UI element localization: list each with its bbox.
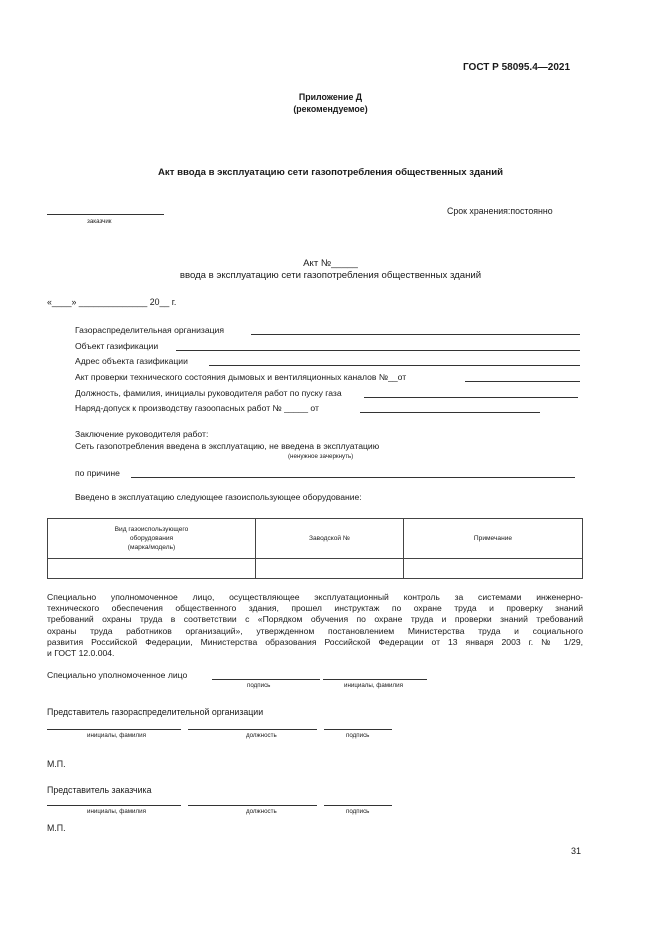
act-date: «____» ______________ 20__ г. bbox=[47, 297, 177, 307]
field-address-label: Адрес объекта газификации bbox=[75, 356, 188, 366]
appendix-title: Приложение Д bbox=[298, 92, 363, 102]
customer-caption: заказчик bbox=[87, 218, 112, 225]
header-serial-number: Заводской № bbox=[256, 519, 404, 559]
position-caption: должность bbox=[246, 732, 277, 739]
authorized-person-label: Специально уполномоченное лицо bbox=[47, 670, 188, 680]
table-row bbox=[48, 559, 583, 579]
appendix-subtitle: (рекомендуемое) bbox=[293, 104, 368, 114]
table-header-row bbox=[48, 519, 583, 559]
gdo-representative-label: Представитель газораспределительной организации bbox=[47, 707, 264, 717]
gdo-position-line[interactable] bbox=[188, 729, 317, 730]
field-manager-line[interactable] bbox=[364, 397, 578, 398]
reason-label: по причине bbox=[75, 468, 120, 478]
signature-caption: подпись bbox=[247, 682, 271, 689]
authorized-signature-line[interactable] bbox=[212, 679, 320, 680]
stamp-label: М.П. bbox=[47, 759, 66, 769]
act-number: Акт №_____ bbox=[303, 258, 358, 269]
equipment-table bbox=[47, 518, 583, 579]
position-caption: должность bbox=[246, 808, 277, 815]
header-note: Примечание bbox=[404, 519, 583, 559]
field-check-act-line[interactable] bbox=[465, 381, 580, 382]
customer-position-line[interactable] bbox=[188, 805, 317, 806]
field-object-label: Объект газификации bbox=[75, 341, 159, 351]
gdo-name-line[interactable] bbox=[47, 729, 181, 730]
initials-caption: инициалы, фамилия bbox=[344, 682, 403, 689]
field-permit-line[interactable] bbox=[360, 412, 540, 413]
field-object-line[interactable] bbox=[176, 350, 580, 351]
header-equipment-type: Вид газоиспользующего оборудования (марка/модель) bbox=[48, 519, 256, 559]
initials-caption: инициалы, фамилия bbox=[87, 808, 146, 815]
document-title: Акт ввода в эксплуатацию сети газопотребления общественных зданий bbox=[157, 167, 504, 178]
customer-line bbox=[47, 214, 164, 215]
customer-name-line[interactable] bbox=[47, 805, 181, 806]
authorized-name-line[interactable] bbox=[323, 679, 427, 680]
field-manager-label: Должность, фамилия, инициалы руководителя работ по пуску газа bbox=[75, 388, 342, 398]
conclusion-statement: Сеть газопотребления введена в эксплуатацию, не введена в эксплуатацию bbox=[75, 441, 380, 451]
signature-caption: подпись bbox=[346, 808, 370, 815]
table-cell[interactable] bbox=[48, 559, 256, 579]
standard-code: ГОСТ Р 58095.4—2021 bbox=[463, 62, 571, 73]
field-address-line[interactable] bbox=[209, 365, 580, 366]
strike-note: (ненужное зачеркнуть) bbox=[288, 453, 354, 460]
page-number: 31 bbox=[571, 846, 582, 856]
reason-line[interactable] bbox=[131, 477, 575, 478]
stamp-label: М.П. bbox=[47, 823, 66, 833]
signature-caption: подпись bbox=[346, 732, 370, 739]
customer-signature-line[interactable] bbox=[324, 805, 392, 806]
gdo-signature-line[interactable] bbox=[324, 729, 392, 730]
storage-term: Срок хранения:постоянно bbox=[447, 206, 553, 216]
equipment-intro: Введено в эксплуатацию следующее газоиспользующее оборудование: bbox=[75, 492, 362, 502]
field-check-act-label: Акт проверки технического состояния дымовых и вентиляционных каналов №__от bbox=[75, 372, 407, 382]
field-gdo-line[interactable] bbox=[251, 334, 580, 335]
field-permit-label: Наряд-допуск к производству газоопасных работ № _____ от bbox=[75, 403, 319, 413]
initials-caption: инициалы, фамилия bbox=[87, 732, 146, 739]
field-gdo-label: Газораспределительная организация bbox=[75, 325, 224, 335]
conclusion-heading: Заключение руководителя работ: bbox=[75, 429, 209, 439]
table-cell[interactable] bbox=[256, 559, 404, 579]
act-subject: ввода в эксплуатацию сети газопотребления общественных зданий bbox=[179, 270, 482, 281]
customer-representative-label: Представитель заказчика bbox=[47, 785, 152, 795]
table-cell[interactable] bbox=[404, 559, 583, 579]
instruction-paragraph: Специально уполномоченное лицо, осуществляющее эксплуатационный контроль за системами инженерно- технического обеспечения общественного здания, прошел инструктаж по охране труда и проверку знаний требований охраны труда в соответствии с «Порядком обучения по охране труда и проверки знаний требований охраны труда работников организаций», утвержденном постановлением Министерства труда и социального развития Российской Федерации, Министерства образования Российской Федерации от 13 января 2003 г. № 1/29, и ГОСТ 12.0.004. bbox=[47, 592, 583, 659]
